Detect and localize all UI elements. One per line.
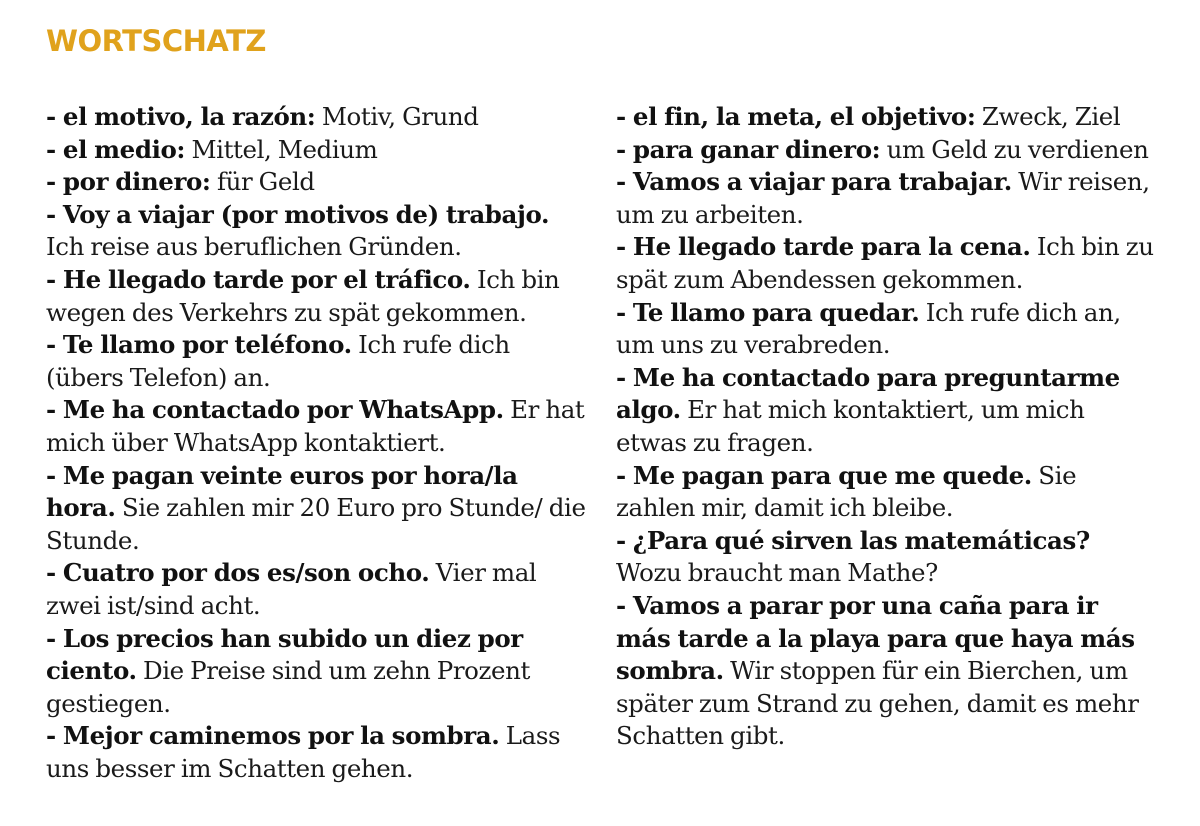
spanish-term: - Voy a viajar (por motivos de) trabajo. bbox=[46, 199, 550, 229]
vocab-entry bbox=[46, 623, 586, 721]
german-translation: um Geld zu verdienen bbox=[886, 134, 1149, 164]
spanish-term: - por dinero: bbox=[46, 167, 211, 197]
vocab-entry bbox=[46, 460, 586, 558]
german-translation: Lass uns besser im Schatten gehen. bbox=[46, 721, 561, 783]
spanish-term: - Los precios han subido un diez por ciento. bbox=[46, 623, 523, 686]
spanish-term: - Me pagan veinte euros por hora/la hora. bbox=[46, 460, 518, 523]
vocab-entry bbox=[46, 720, 586, 785]
vocab-entry bbox=[46, 264, 586, 329]
right-column bbox=[616, 101, 1156, 753]
german-translation: Ich bin wegen des Verkehrs zu spät gekommen. bbox=[46, 264, 560, 327]
vocab-entry bbox=[616, 460, 1156, 525]
vocab-entry bbox=[46, 134, 586, 167]
left-column bbox=[46, 101, 586, 785]
spanish-term: - Me pagan para que me quede. bbox=[616, 460, 1032, 490]
german-translation: Vier mal zwei ist/sind acht. bbox=[46, 558, 537, 620]
german-translation: für Geld bbox=[216, 167, 315, 197]
spanish-term: - el motivo, la razón: bbox=[46, 102, 316, 131]
vocab-entry bbox=[616, 297, 1156, 362]
page-title: WORTSCHATZ bbox=[46, 24, 266, 58]
spanish-term: - Te llamo por teléfono. bbox=[46, 330, 352, 360]
vocab-entry bbox=[616, 362, 1156, 460]
spanish-term: - Mejor caminemos por la sombra. bbox=[46, 721, 500, 751]
vocab-entry bbox=[46, 101, 586, 134]
vocab-entry bbox=[616, 590, 1156, 753]
spanish-term: - Vamos a parar por una caña para ir más tarde a la playa para que haya más sombra. bbox=[616, 590, 1135, 686]
vocab-entry bbox=[616, 101, 1156, 134]
german-translation: Die Preise sind um zehn Prozent gestiegen. bbox=[46, 656, 530, 718]
vocab-entry bbox=[46, 166, 586, 199]
vocab-entry bbox=[616, 166, 1156, 231]
german-translation: Wir stoppen für ein Bierchen, um später zum Strand zu gehen, damit es mehr Schatten gibt. bbox=[616, 656, 1139, 751]
vocab-entry bbox=[616, 231, 1156, 296]
german-translation: Ich bin zu spät zum Abendessen gekommen. bbox=[616, 232, 1154, 294]
vocab-entry bbox=[46, 394, 586, 459]
spanish-term: - Te llamo para quedar. bbox=[616, 297, 920, 327]
german-translation: Sie zahlen mir, damit ich bleibe. bbox=[616, 460, 1077, 523]
german-translation: Er hat mich kontaktiert, um mich etwas zu fragen. bbox=[616, 395, 1085, 457]
spanish-term: - Me ha contactado por WhatsApp. bbox=[46, 395, 504, 425]
german-translation: Ich reise aus beruflichen Gründen. bbox=[46, 232, 462, 262]
german-translation: Wir reisen, um zu arbeiten. bbox=[616, 167, 1150, 229]
spanish-term: - el fin, la meta, el objetivo: bbox=[616, 102, 976, 131]
spanish-term: - He llegado tarde para la cena. bbox=[616, 232, 1031, 262]
spanish-term: - el medio: bbox=[46, 134, 186, 164]
german-translation: Zweck, Ziel bbox=[981, 102, 1121, 131]
spanish-term: - Cuatro por dos es/son ocho. bbox=[46, 558, 430, 588]
german-translation: Mittel, Medium bbox=[191, 134, 378, 164]
vocab-entry bbox=[46, 199, 586, 264]
spanish-term: - He llegado tarde por el tráfico. bbox=[46, 264, 471, 294]
spanish-term: - Vamos a viajar para trabajar. bbox=[616, 167, 1012, 197]
vocab-entry bbox=[46, 557, 586, 622]
spanish-term: - para ganar dinero: bbox=[616, 134, 881, 164]
vocab-entry bbox=[46, 329, 586, 394]
spanish-term: - Me ha contactado para preguntarme algo. bbox=[616, 362, 1120, 425]
spanish-term: - ¿Para qué sirven las matemáticas? bbox=[616, 525, 1090, 555]
german-translation: Sie zahlen mir 20 Euro pro Stunde/ die Stunde. bbox=[46, 493, 586, 555]
german-translation: Wozu braucht man Mathe? bbox=[616, 558, 938, 588]
german-translation: Motiv, Grund bbox=[321, 102, 479, 131]
vocab-entry bbox=[616, 134, 1156, 167]
german-translation: Ich rufe dich an, um uns zu verabreden. bbox=[616, 297, 1121, 360]
german-translation: Ich rufe dich (übers Telefon) an. bbox=[46, 330, 510, 392]
vocab-entry bbox=[616, 525, 1156, 590]
german-translation: Er hat mich über WhatsApp kontaktiert. bbox=[46, 395, 585, 457]
